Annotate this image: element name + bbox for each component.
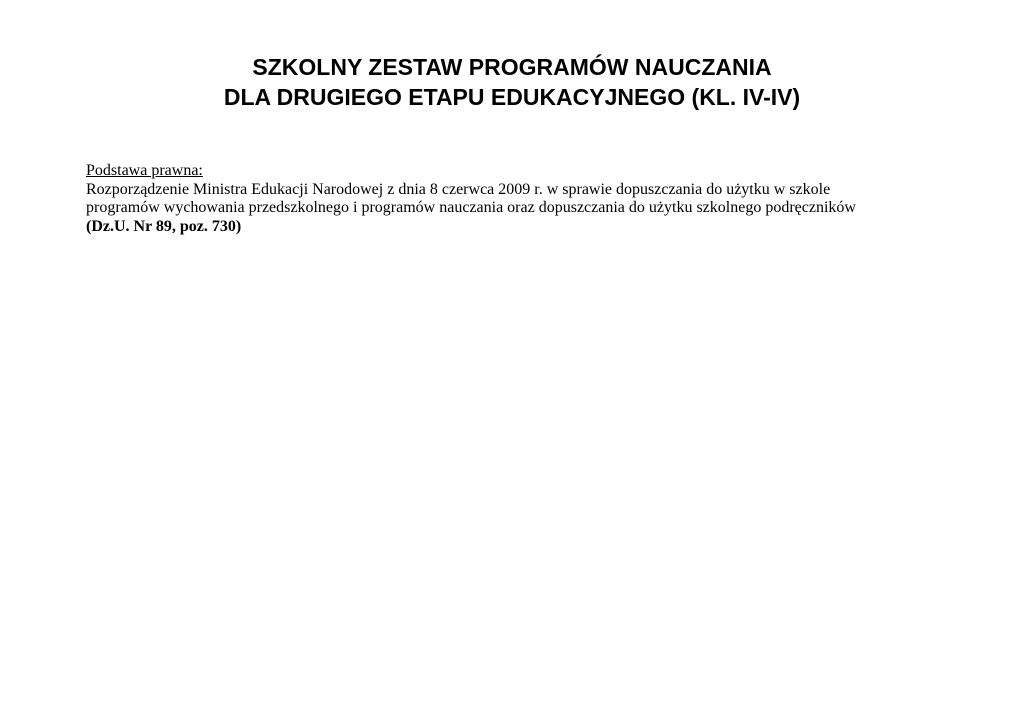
title-line-2: DLA DRUGIEGO ETAPU EDUKACYJNEGO (KL. IV-IV) (223, 84, 801, 110)
legal-basis-text-line-2: programów wychowania przedszkolnego i programów nauczania oraz dopuszczania do użytku szkolnego podręczników (86, 199, 856, 216)
document-title (0, 52, 1024, 112)
title-line-1: SZKOLNY ZESTAW PROGRAMÓW NAUCZANIA (252, 54, 772, 80)
legal-basis-section (86, 162, 966, 236)
legal-basis-text-line-1: Rozporządzenie Ministra Edukacji Narodowej z dnia 8 czerwca 2009 r. w sprawie dopuszczania do użytku w szkole (86, 180, 831, 198)
legal-basis-reference: (Dz.U. Nr 89, poz. 730) (86, 217, 242, 235)
legal-basis-heading: Podstawa prawna: (86, 162, 203, 179)
